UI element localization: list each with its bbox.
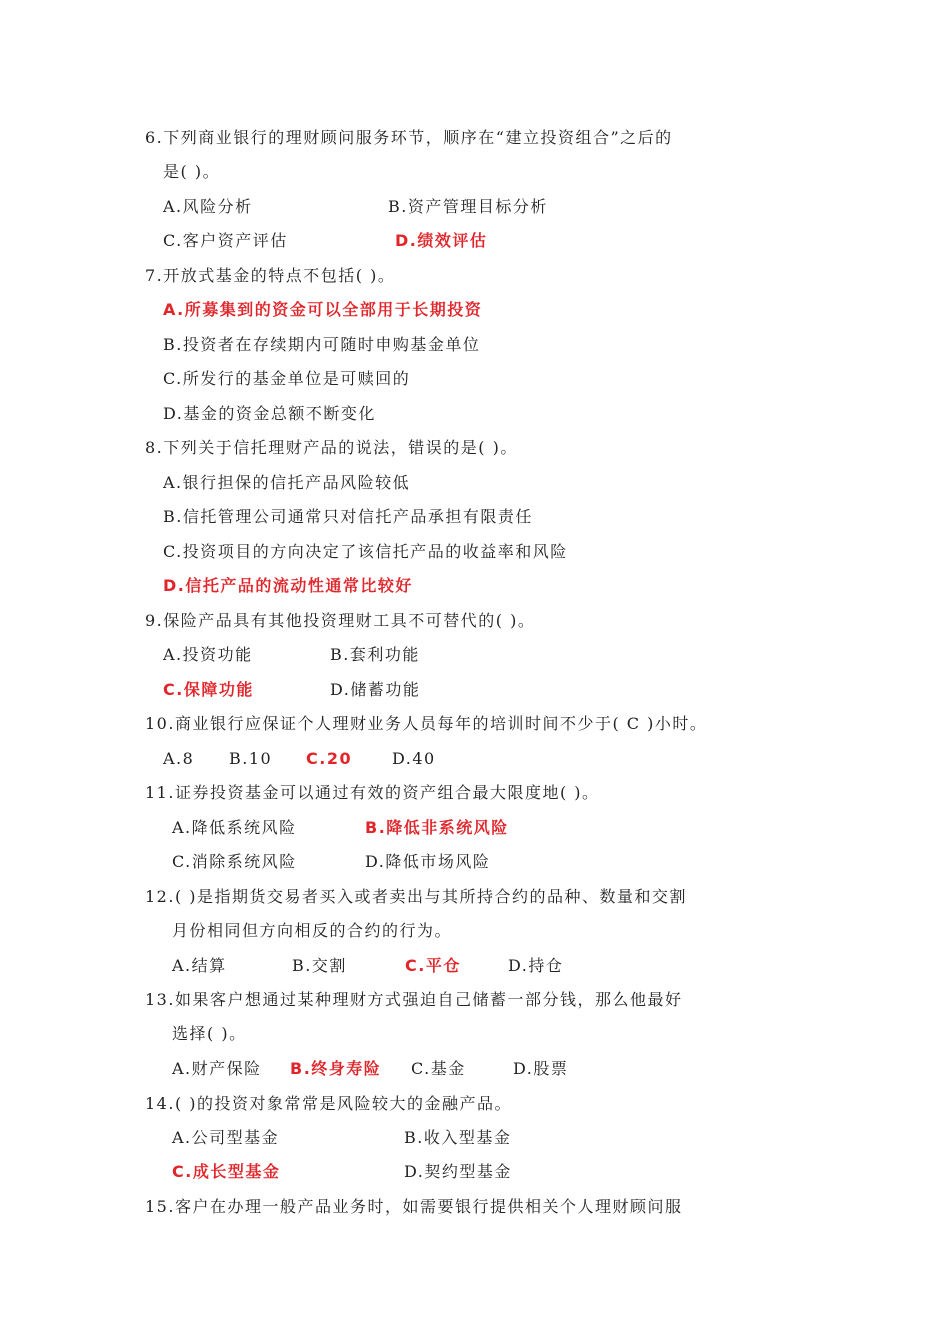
- question-8-stem: 8.下列关于信托理财产品的说法，错误的是( )。: [145, 438, 518, 457]
- question-6-stem-cont: 是( )。: [163, 162, 221, 181]
- question-11-answer-b: B.降低非系统风险: [365, 818, 509, 837]
- question-9-option-d: D.储蓄功能: [330, 680, 421, 699]
- question-9-option-b: B.套利功能: [330, 645, 420, 664]
- question-11-stem: 11.证券投资基金可以通过有效的资产组合最大限度地( )。: [145, 783, 600, 802]
- question-14-option-d: D.契约型基金: [404, 1162, 512, 1181]
- question-14-answer-c: C.成长型基金: [172, 1162, 281, 1181]
- question-7-stem: 7.开放式基金的特点不包括( )。: [145, 266, 396, 285]
- question-13-option-a: A.财产保险: [172, 1059, 262, 1078]
- question-7-option-b: B.投资者在存续期内可随时申购基金单位: [163, 335, 481, 354]
- question-8-option-a: A.银行担保的信托产品风险较低: [163, 473, 411, 492]
- question-6-option-a: A.风险分析: [163, 197, 253, 216]
- question-6-option-b: B.资产管理目标分析: [388, 197, 548, 216]
- question-13-stem: 13.如果客户想通过某种理财方式强迫自己储蓄一部分钱，那么他最好: [145, 990, 683, 1009]
- question-12-answer-c: C.平仓: [405, 956, 461, 975]
- question-7-option-c: C.所发行的基金单位是可赎回的: [163, 369, 411, 388]
- question-10-option-a: A.8: [163, 749, 195, 768]
- question-10-answer-c: C.20: [306, 749, 353, 768]
- question-13-option-c: C.基金: [411, 1059, 466, 1078]
- question-6-answer-d: D.绩效评估: [395, 231, 488, 250]
- question-6-option-c: C.客户资产评估: [163, 231, 288, 250]
- question-8-option-b: B.信托管理公司通常只对信托产品承担有限责任: [163, 507, 533, 526]
- question-8-answer-d: D.信托产品的流动性通常比较好: [163, 576, 413, 595]
- question-14-option-b: B.收入型基金: [404, 1128, 512, 1147]
- question-13-option-d: D.股票: [513, 1059, 569, 1078]
- question-12-stem: 12.( )是指期货交易者买入或者卖出与其所持合约的品种、数量和交割: [145, 887, 688, 906]
- question-7-option-d: D.基金的资金总额不断变化: [163, 404, 376, 423]
- question-10-option-d: D.40: [392, 749, 436, 768]
- question-9-stem: 9.保险产品具有其他投资理财工具不可替代的( )。: [145, 611, 536, 630]
- question-11-option-c: C.消除系统风险: [172, 852, 297, 871]
- question-11-option-d: D.降低市场风险: [365, 852, 491, 871]
- question-12-option-d: D.持仓: [508, 956, 564, 975]
- question-12-option-b: B.交割: [292, 956, 347, 975]
- question-6-stem: 6.下列商业银行的理财顾问服务环节，顺序在“建立投资组合”之后的: [145, 128, 673, 147]
- question-10-option-b: B.10: [229, 749, 273, 768]
- question-12-option-a: A.结算: [172, 956, 227, 975]
- question-13-answer-b: B.终身寿险: [290, 1059, 382, 1078]
- question-10-stem: 10.商业银行应保证个人理财业务人员每年的培训时间不少于( C )小时。: [145, 714, 708, 733]
- question-7-answer-a: A.所募集到的资金可以全部用于长期投资: [163, 300, 483, 319]
- question-9-option-a: A.投资功能: [163, 645, 253, 664]
- question-15-stem: 15.客户在办理一般产品业务时，如需要银行提供相关个人理财顾问服: [145, 1197, 683, 1216]
- question-9-answer-c: C.保障功能: [163, 680, 254, 699]
- question-12-stem-cont: 月份相同但方向相反的合约的行为。: [172, 921, 453, 940]
- question-13-stem-cont: 选择( )。: [172, 1024, 247, 1043]
- question-14-option-a: A.公司型基金: [172, 1128, 280, 1147]
- question-11-option-a: A.降低系统风险: [172, 818, 297, 837]
- question-14-stem: 14.( )的投资对象常常是风险较大的金融产品。: [145, 1094, 513, 1113]
- question-8-option-c: C.投资项目的方向决定了该信托产品的收益率和风险: [163, 542, 568, 561]
